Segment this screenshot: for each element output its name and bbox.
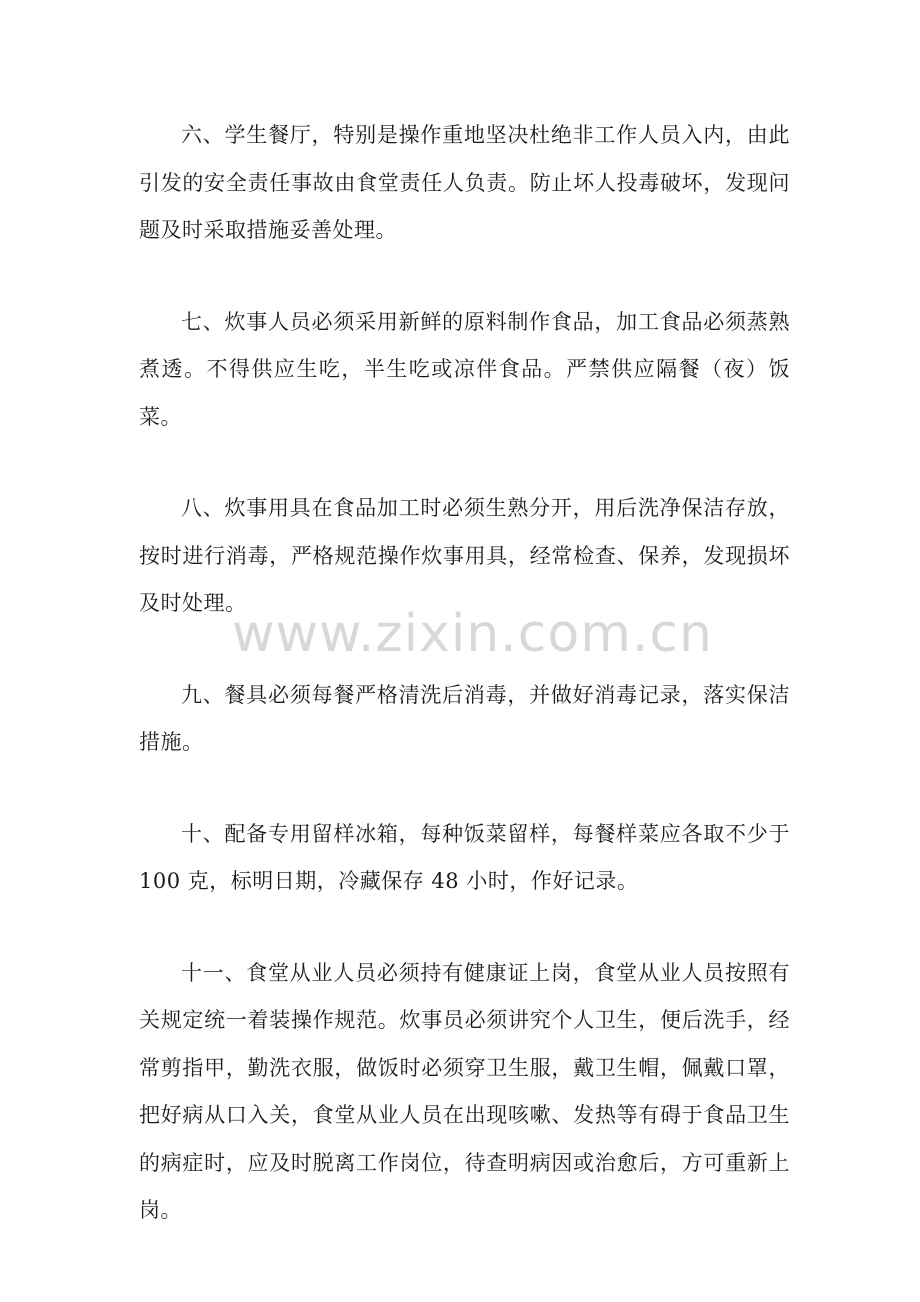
watermark: www.zixin.com.cn xyxy=(232,604,713,664)
paragraph-9: 九、餐具必须每餐严格清洗后消毒，并做好消毒记录，落实保洁措施。 xyxy=(139,682,790,754)
paragraph-6: 六、学生餐厅，特别是操作重地坚决杜绝非工作人员入内，由此引发的安全责任事故由食堂责任人负责。防止坏人投毒破坏，发现问题及时采取措施妥善处理。 xyxy=(139,123,790,242)
document-body xyxy=(139,112,790,1279)
paragraph-7: 七、炊事人员必须采用新鲜的原料制作食品，加工食品必须蒸熟煮透。不得供应生吃，半生吃或凉伴食品。严禁供应隔餐（夜）饭菜。 xyxy=(139,309,790,429)
paragraph-8: 八、炊事用具在食品加工时必须生熟分开，用后洗净保洁存放，按时进行消毒，严格规范操作炊事用具，经常检查、保养，发现损坏及时处理。 xyxy=(139,496,790,615)
paragraph-10: 十、配备专用留样冰箱，每种饭菜留样，每餐样菜应各取不少于 100 克，标明日期，冷藏保存 48 小时，作好记录。 xyxy=(139,821,790,893)
paragraph-11: 十一、食堂从业人员必须持有健康证上岗，食堂从业人员按照有关规定统一着装操作规范。炊事员必须讲究个人卫生，便后洗手，经常剪指甲，勤洗衣服，做饭时必须穿卫生服，戴卫生帽，佩戴口罩，把好病从口入关，食堂从业人员在出现咳嗽、发热等有碍于食品卫生的病症时，应及时脱离工作岗位，待查明病因或治愈后，方可重新上岗。 xyxy=(139,960,790,1222)
